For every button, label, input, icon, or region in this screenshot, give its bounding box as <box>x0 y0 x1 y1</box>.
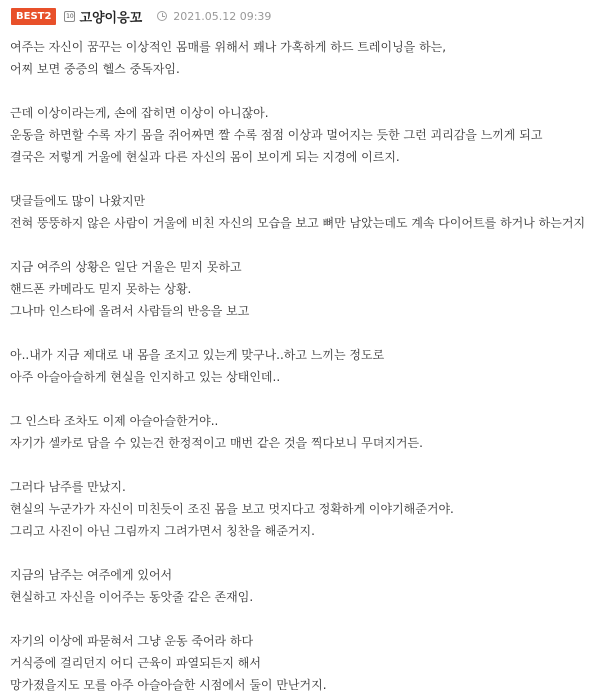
text-line: 지금 여주의 상황은 일단 거울은 믿지 못하고 <box>10 260 242 274</box>
text-line: 어찌 보면 중증의 헬스 중독자임. <box>10 62 180 76</box>
post-body <box>10 36 606 696</box>
post-datetime: 2021.05.12 09:39 <box>173 9 272 23</box>
author-name[interactable]: 고양이응꼬 <box>79 10 143 26</box>
text-line: 전혀 뚱뚱하지 않은 사람이 거울에 비친 자신의 모습을 보고 뼈만 남았는데도 계속 다이어트를 하거나 하는거지 <box>10 216 586 230</box>
text-line: 망가졌을지도 모를 아주 아슬아슬한 시점에서 둘이 만난거지. <box>10 678 327 692</box>
text-line: 현실의 누군가가 자신이 미친듯이 조진 몸을 보고 멋지다고 정확하게 이야기해준거야. <box>10 502 454 516</box>
text-line: 현실하고 자신을 이어주는 동앗줄 같은 존재임. <box>10 590 254 604</box>
text-line: 결국은 저렇게 거울에 현실과 다른 자신의 몸이 보이게 되는 지경에 이르지. <box>10 150 400 164</box>
text-line: 근데 이상이라는게, 손에 잡히면 이상이 아니잖아. <box>10 106 269 120</box>
text-line: 핸드폰 카메라도 믿지 못하는 상황. <box>10 282 192 296</box>
paragraph-gap <box>10 454 606 476</box>
text-line: 거식증에 걸리던지 어디 근육이 파열되든지 해서 <box>10 656 261 670</box>
text-line: 그나마 인스타에 올려서 사람들의 반응을 보고 <box>10 304 250 318</box>
paragraph-gap <box>10 542 606 564</box>
text-line: 여주는 자신이 꿈꾸는 이상적인 몸매를 위해서 꽤나 가혹하게 하드 트레이닝을 하는, <box>10 40 447 54</box>
text-line: 댓글들에도 많이 나왔지만 <box>10 194 146 208</box>
paragraph-gap <box>10 80 606 102</box>
post-header <box>11 7 271 25</box>
paragraph-gap <box>10 608 606 630</box>
paragraph-gap <box>10 168 606 190</box>
text-line: 아주 아슬아슬하게 현실을 인지하고 있는 상태인데.. <box>10 370 281 384</box>
paragraph-gap <box>10 388 606 410</box>
text-line: 그러다 남주를 만났지. <box>10 480 126 494</box>
paragraph-gap <box>10 234 606 256</box>
text-line: 자기의 이상에 파묻혀서 그냥 운동 죽어라 하다 <box>10 634 254 648</box>
text-line: 아..내가 지금 제대로 내 몸을 조지고 있는게 맞구나..하고 느끼는 정도로 <box>10 348 385 362</box>
best-badge: BEST2 <box>11 8 56 25</box>
text-line: 그리고 사진이 아닌 그림까지 그려가면서 칭찬을 해준거지. <box>10 524 315 538</box>
text-line: 자기가 셀카로 담을 수 있는건 한정적이고 매번 같은 것을 찍다보니 무뎌지거든. <box>10 436 423 450</box>
user-level-icon: 10 <box>66 12 74 20</box>
clock-icon <box>157 11 167 21</box>
text-line: 지금의 남주는 여주에게 있어서 <box>10 568 173 582</box>
paragraph-gap <box>10 322 606 344</box>
text-line: 그 인스타 조차도 이제 아슬아슬한거야.. <box>10 414 219 428</box>
text-line: 운동을 하면할 수록 자기 몸을 쥐어짜면 짤 수록 점점 이상과 멀어지는 듯한 그런 괴리감을 느끼게 되고 <box>10 128 543 142</box>
